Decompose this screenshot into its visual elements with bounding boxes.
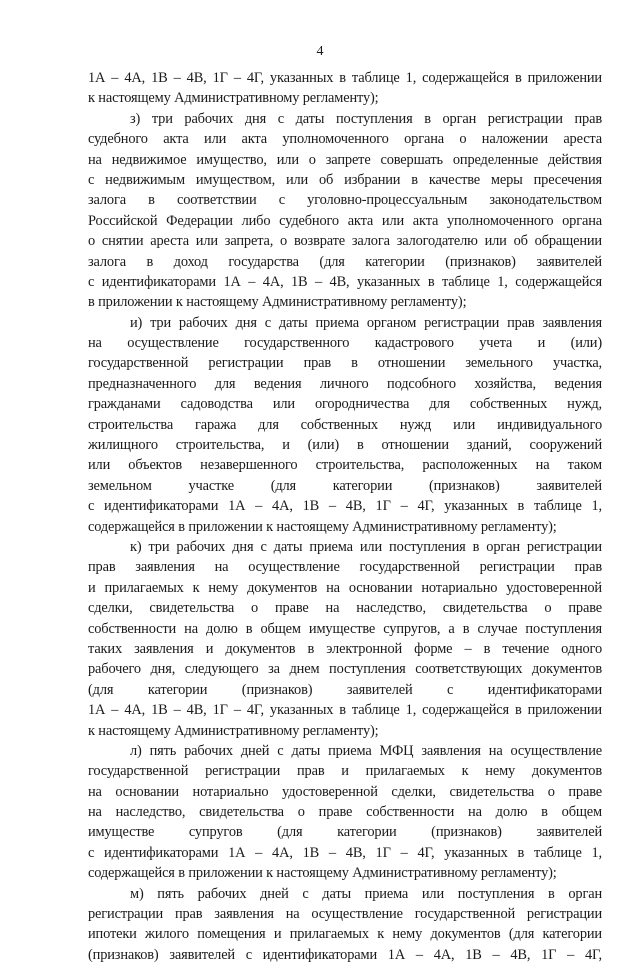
text-line: собственности на долю в общем имуществе супругов, а в случае поступления [88, 620, 602, 637]
text-line: о снятии ареста или запрета, о возврате залога залогодателю или об обращении [88, 233, 602, 250]
text-line: содержащейся в приложении к настоящему Административному регламенту); [88, 865, 557, 882]
text-line: Российской Федерации либо судебного акта или акта уполномоченного органа [88, 212, 602, 229]
text-line: и прилагаемых к нему документов на основании нотариально удостоверенной [88, 579, 602, 596]
text-line: к настоящему Административному регламенту); [88, 90, 379, 107]
text-line: и) три рабочих дня с даты приема органом регистрации прав заявления [130, 314, 602, 331]
text-line: с идентификаторами 1А – 4А, 1В – 4В, 1Г – 4Г, указанных в таблице 1, [88, 498, 602, 515]
text-line: на осуществление государственного кадастрового учета и (или) [88, 335, 602, 352]
text-line: м) пять рабочих дней с даты приема или поступления в орган [130, 885, 602, 902]
text-line: имуществе супругов (для категории (признаков) заявителей [88, 824, 602, 841]
text-line: строительства гаража для собственных нужд или индивидуального [88, 416, 602, 433]
text-line: 1А – 4А, 1В – 4В, 1Г – 4Г, указанных в таблице 1, содержащейся в приложении [88, 70, 602, 86]
text-line: предназначенного для ведения личного подсобного хозяйства, ведения [88, 375, 602, 392]
text-line: ипотеки жилого помещения и прилагаемых к нему документов (для категории [88, 926, 602, 943]
text-line: (признаков) заявителей с идентификаторами 1А – 4А, 1В – 4В, 1Г – 4Г, [88, 946, 602, 963]
text-line: л) пять рабочих дней с даты приема МФЦ заявления на осуществление [130, 742, 602, 759]
text-line: с идентификаторами 1А – 4А, 1В – 4В, указанных в таблице 1, содержащейся [88, 273, 602, 290]
text-line: сделки, свидетельства о праве на наследство, свидетельства о праве [88, 600, 602, 617]
text-line: регистрации прав заявления на осуществление государственной регистрации [88, 906, 602, 923]
text-line: государственной регистрации прав и прилагаемых к нему документов [88, 763, 602, 780]
text-line: на наследство, свидетельства о праве собственности на долю в общем [88, 804, 602, 821]
text-line: рабочего дня, следующего за днем поступления соответствующих документов [88, 661, 602, 678]
text-line: содержащейся в приложении к настоящему Административному регламенту); [88, 518, 557, 535]
text-line: таких заявления и документов в электронной форме – в течение одного [88, 640, 602, 657]
page-number: 4 [316, 44, 324, 59]
text-line: на недвижимое имущество, или о запрете совершать определенные действия [88, 151, 602, 168]
text-line: залога в доход государства (для категории (признаков) заявителей [88, 253, 602, 270]
text-line: прав заявления на осуществление государственной регистрации прав [88, 559, 602, 576]
text-line: в приложении к настоящему Административному регламенту); [88, 294, 467, 311]
text-line: государственной регистрации прав в отношении земельного участка, [88, 355, 602, 372]
document-body [88, 68, 602, 965]
text-line: к) три рабочих дня с даты приема или поступления в орган регистрации [130, 538, 602, 555]
text-line: или объектов незавершенного строительства, расположенных на таком [88, 457, 602, 474]
text-line: судебного акта или акта уполномоченного органа о наложении ареста [88, 131, 602, 148]
text-line: 1А – 4А, 1В – 4В, 1Г – 4Г, указанных в таблице 1, содержащейся в приложении [88, 702, 602, 719]
text-line: земельном участке (для категории (признаков) заявителей [88, 477, 602, 494]
text-line: к настоящему Административному регламенту); [88, 722, 379, 739]
text-line: жилищного строительства, и (или) в отношении зданий, сооружений [88, 437, 602, 454]
text-line: на основании нотариально удостоверенной сделки, свидетельства о праве [88, 783, 602, 800]
text-line: (для категории (признаков) заявителей с идентификаторами [88, 681, 602, 698]
text-line: с идентификаторами 1А – 4А, 1В – 4В, 1Г – 4Г, указанных в таблице 1, [88, 844, 602, 861]
text-line: гражданами садоводства или огородничества для собственных нужд, [88, 396, 602, 413]
text-line: з) три рабочих дня с даты поступления в орган регистрации прав [130, 110, 602, 127]
text-line: с недвижимым имуществом, или об избрании в качестве меры пресечения [88, 171, 602, 188]
text-line: залога в соответствии с уголовно-процессуальным законодательством [88, 192, 602, 209]
